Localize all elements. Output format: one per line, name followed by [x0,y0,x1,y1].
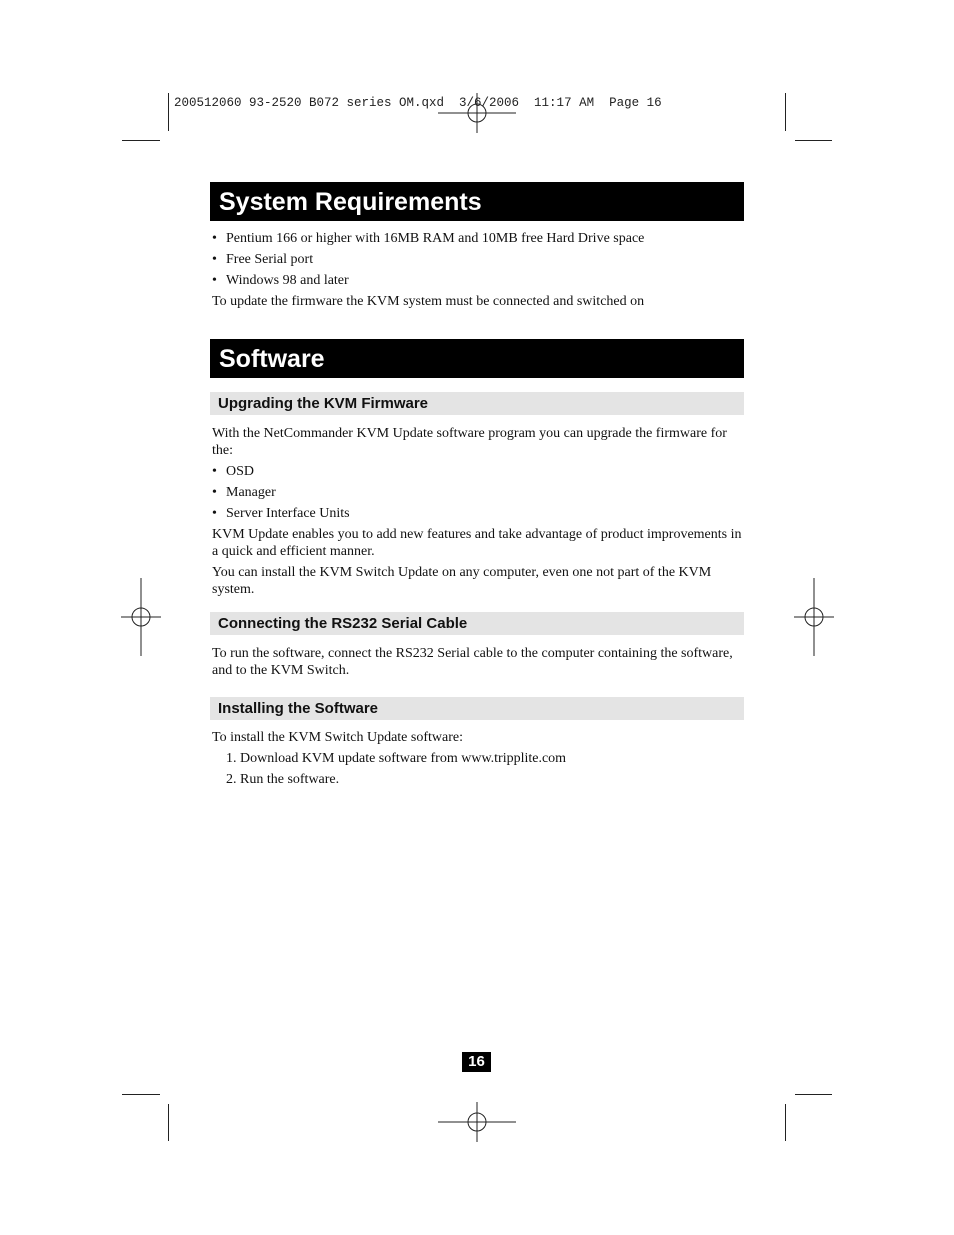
list-item: • Free Serial port [212,251,744,268]
crop-mark-bottom-left-horizontal [122,1094,160,1095]
firmware-update-note: To update the firmware the KVM system must be connected and switched on [212,294,645,309]
system-requirements-section [210,182,744,314]
crop-mark-top-right-horizontal [795,140,832,141]
crop-mark-bottom-right-vertical [785,1104,786,1141]
list-item: • Manager [212,484,744,501]
software-section [210,339,744,792]
page-number: 16 [462,1052,491,1072]
crop-mark-bottom-right-horizontal [795,1094,832,1095]
crop-mark-top-right-vertical [785,93,786,131]
upgrading-firmware-heading: Upgrading the KVM Firmware [210,392,744,415]
kvm-install-note: You can install the KVM Switch Update on any computer, even one not part of the KVM system. [212,565,712,597]
connecting-cable-heading: Connecting the RS232 Serial Cable [210,612,744,635]
crop-mark-top-left-horizontal [122,140,160,141]
registration-mark-left [121,578,161,656]
kvm-update-description: KVM Update enables you to add new features and take advantage of product improvements in a quick and efficient manner. [212,527,742,559]
installing-intro: To install the KVM Switch Update software: [212,730,463,745]
installing-software-heading: Installing the Software [210,697,744,720]
crop-mark-top-left-vertical [168,93,169,131]
registration-mark-right [794,578,834,656]
install-steps-list [210,750,744,788]
upgradable-components-list [210,463,744,522]
connecting-cable-text: To run the software, connect the RS232 Serial cable to the computer containing the software, and to the KVM Switch. [212,646,733,678]
registration-mark-top [438,93,516,133]
registration-mark-bottom [438,1102,516,1142]
requirements-list [210,230,744,289]
list-item: • Windows 98 and later [212,272,744,289]
upgrading-intro: With the NetCommander KVM Update software program you can upgrade the firmware for the: [212,426,727,458]
list-item: • Server Interface Units [212,505,744,522]
crop-mark-bottom-left-vertical [168,1104,169,1141]
software-heading: Software [210,339,744,378]
list-item: • Pentium 166 or higher with 16MB RAM and 10MB free Hard Drive space [212,230,744,247]
system-requirements-heading: System Requirements [210,182,744,221]
install-step-download: 1. Download KVM update software from www.tripplite.com [226,751,567,766]
list-item: • OSD [212,463,744,480]
print-slug-line: 200512060 93-2520 B072 series OM.qxd 3/6/2006 11:17 AM Page 16 [174,96,662,110]
install-step-run: 2. Run the software. [226,772,340,787]
